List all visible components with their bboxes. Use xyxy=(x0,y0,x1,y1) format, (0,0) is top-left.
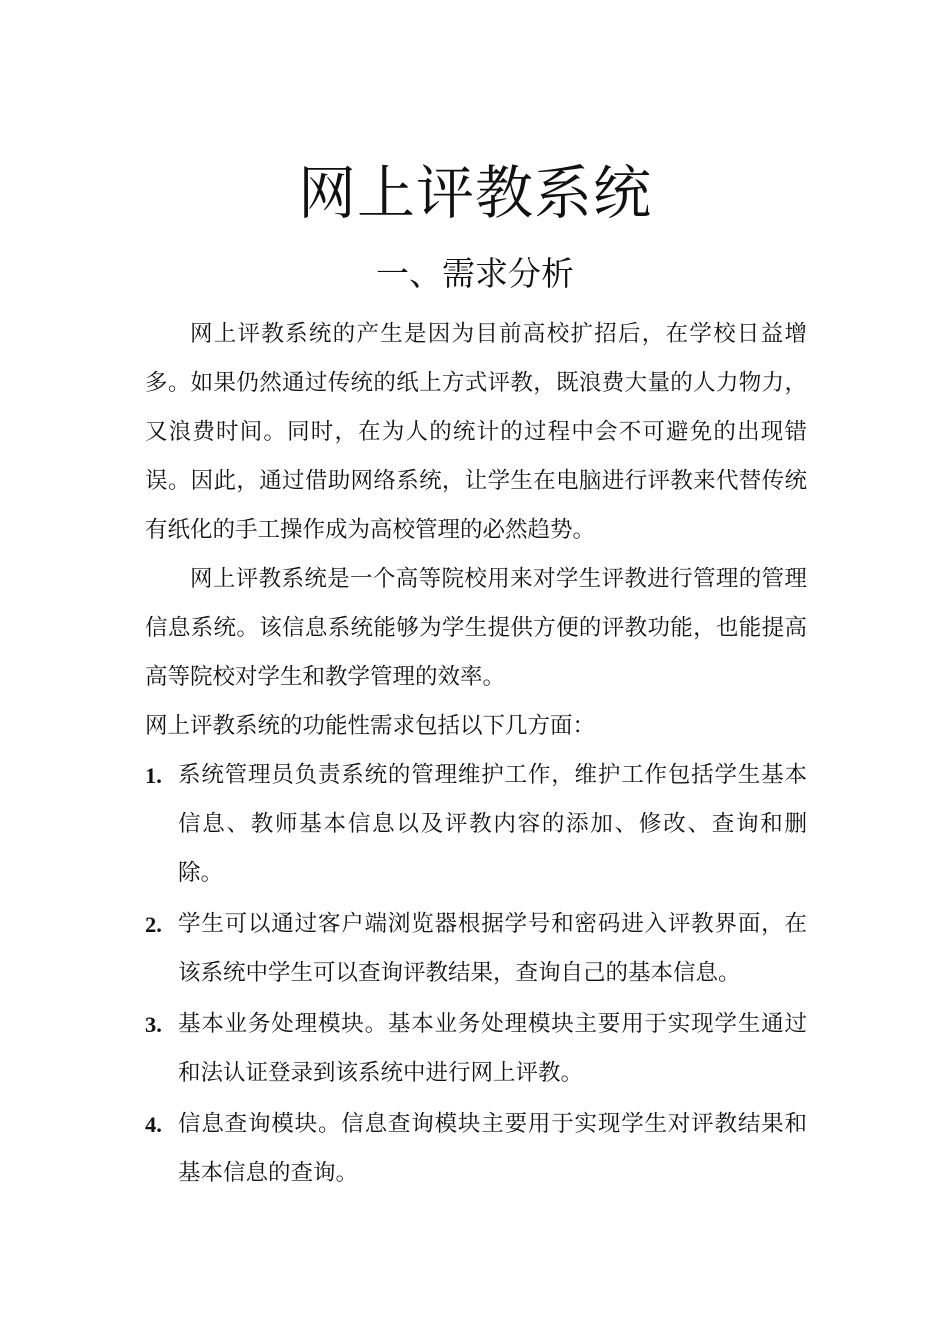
list-item xyxy=(145,1000,807,1098)
document-title: 网上评教系统 xyxy=(297,159,652,227)
list-item-number: 2. xyxy=(145,912,162,937)
list-item-number: 1. xyxy=(145,763,162,788)
list-item xyxy=(145,1100,807,1198)
list-item-text: 基本业务处理模块。基本业务处理模块主要用于实现学生通过和法认证登录到该系统中进行网上评教。 xyxy=(178,1011,807,1086)
list-item xyxy=(145,751,807,898)
paragraph: 网上评教系统的产生是因为目前高校扩招后，在学校日益增多。如果仍然通过传统的纸上方式评教，既浪费大量的人力物力，又浪费时间。同时，在为人的统计的过程中会不可避免的出现错误。因此，通过借助网络系统，让学生在电脑进行评教来代替传统有纸化的手工操作成为高校管理的必然趋势。 xyxy=(145,321,807,543)
list-item-text: 系统管理员负责系统的管理维护工作，维护工作包括学生基本信息、教师基本信息以及评教内容的添加、修改、查询和删除。 xyxy=(178,762,807,886)
list-item-text: 学生可以通过客户端浏览器根据学号和密码进入评教界面，在该系统中学生可以查询评教结果，查询自己的基本信息。 xyxy=(178,911,807,986)
list-item-number: 3. xyxy=(145,1012,162,1037)
requirements-list xyxy=(145,751,807,1198)
list-intro: 网上评教系统的功能性需求包括以下几方面： xyxy=(145,713,596,739)
list-item-number: 4. xyxy=(145,1112,162,1137)
list-item-text: 信息查询模块。信息查询模块主要用于实现学生对评教结果和基本信息的查询。 xyxy=(178,1111,807,1186)
paragraph: 网上评教系统是一个高等院校用来对学生评教进行管理的管理信息系统。该信息系统能够为学生提供方便的评教功能，也能提高高等院校对学生和教学管理的效率。 xyxy=(145,566,807,690)
section-heading: 一、需求分析 xyxy=(376,254,574,293)
list-item xyxy=(145,900,807,998)
document-body xyxy=(145,310,807,1200)
